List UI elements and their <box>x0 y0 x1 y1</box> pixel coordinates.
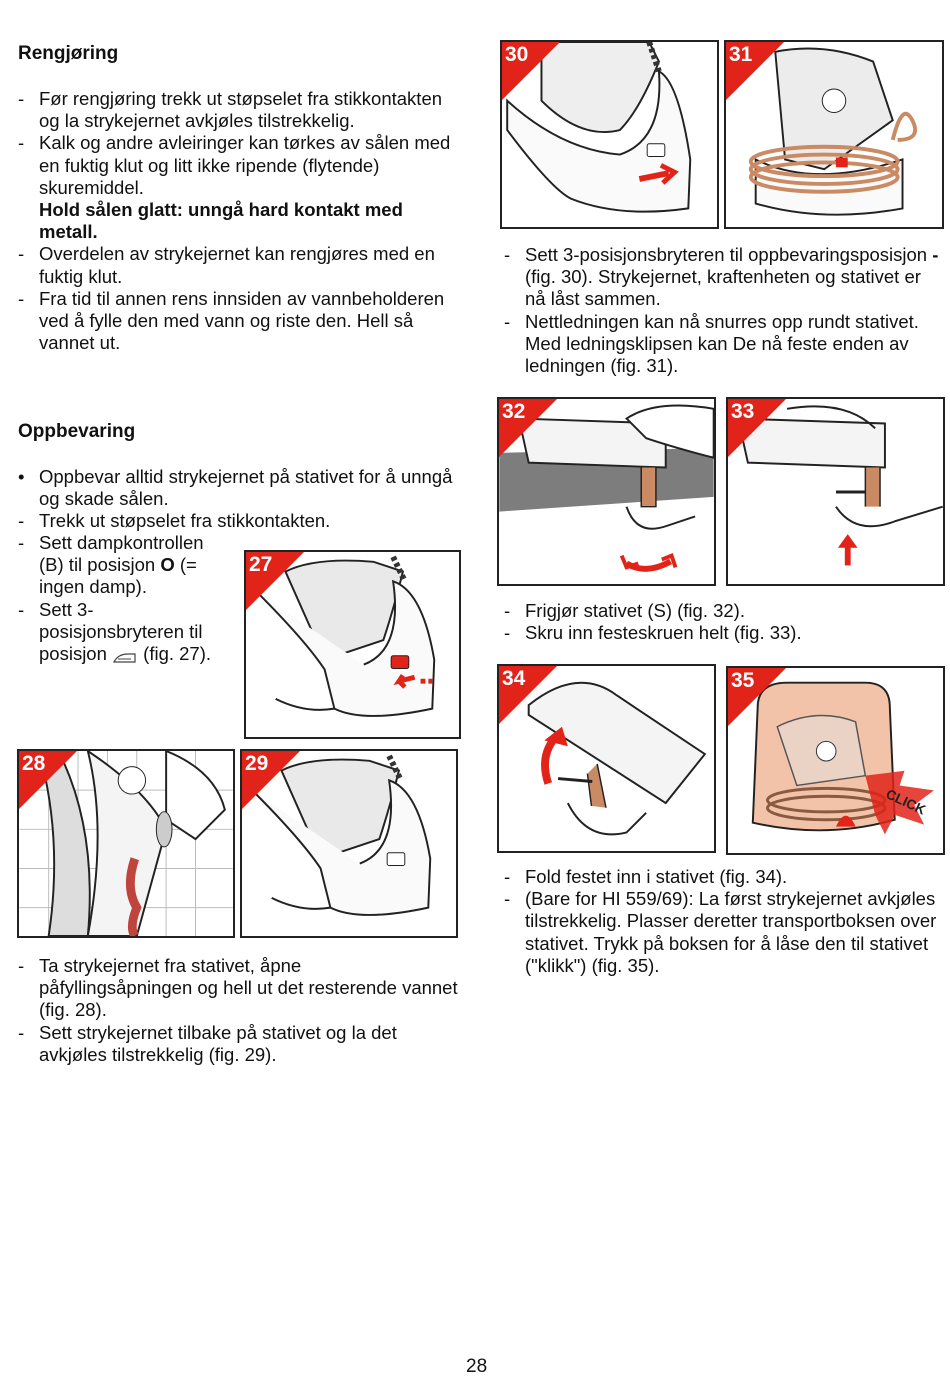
fig32-33-instructions <box>504 600 944 644</box>
figure-number-badge: 30 <box>502 42 560 100</box>
iron-position-icon <box>112 648 138 662</box>
list-item: - Nettledningen kan nå snurres opp rundt stativet. Med ledningsklipsen kan De nå feste enden av ledningen (fig. 31). <box>504 310 919 377</box>
list-item: - Sett 3-posisjonsbryteren til oppbevaringsposisjon - (fig. 30). Strykejernet, kraftenheten og stativet er nå låst sammen. <box>504 244 939 310</box>
warning-text: Hold sålen glatt: unngå hard kontakt med metall. <box>39 199 403 243</box>
list-item: - Sett 3-posisjonsbryteren til posisjon (fig. 27). <box>18 598 212 665</box>
page-number: 28 <box>466 1356 488 1377</box>
figure-30 <box>500 40 719 229</box>
storage-list-narrow <box>18 532 226 665</box>
list-item: - Fold festet inn i stativet (fig. 34). <box>504 866 788 887</box>
cleaning-list <box>18 88 458 354</box>
fig30-31-instructions <box>504 244 944 377</box>
list-item: - (Bare for HI 559/69): La først strykejernet avkjøles tilstrekkelig. Plasser deretter transportboksen over stativet. Trykk på boksen for å låse den til stativet ("klikk") (fig. 35). <box>504 888 937 976</box>
figure-34 <box>497 664 716 853</box>
figure-32 <box>497 397 716 586</box>
cleaning-heading: Rengjøring <box>18 43 119 64</box>
figure-number-badge: 32 <box>499 399 557 457</box>
storage-heading: Oppbevaring <box>18 421 136 442</box>
list-item: - Trekk ut støpselet fra stikkontakten. <box>18 510 331 532</box>
figure-31 <box>724 40 944 229</box>
fig34-35-instructions <box>504 866 944 977</box>
figure-number-badge: 33 <box>728 399 786 457</box>
figure-number-badge: 31 <box>726 42 784 100</box>
list-item: - Skru inn festeskruen helt (fig. 33). <box>504 622 802 644</box>
figure-number-badge: 27 <box>246 552 304 610</box>
list-item: - Sett strykejernet tilbake på stativet og la det avkjøles tilstrekkelig (fig. 29). <box>18 1021 397 1065</box>
figure-35 <box>726 666 945 855</box>
list-item: • Oppbevar alltid strykejernet på stativet for å unngå og skade sålen. <box>18 466 453 510</box>
list-item: - Kalk og andre avleiringer kan tørkes av sålen med en fuktig klut og litt ikke ripende (flytende) skuremiddel. Hold sålen glatt: unngå hard kontakt med metall. <box>18 132 451 243</box>
figure-number-badge: 28 <box>19 751 77 809</box>
figure-number-badge: 29 <box>242 751 300 809</box>
list-item: - Ta strykejernet fra stativet, åpne påfyllingsåpningen og hell ut det resterende vannet (fig. 28). <box>18 955 458 1021</box>
list-item: - Overdelen av strykejernet kan rengjøres med en fuktig klut. <box>18 243 435 287</box>
list-item: - Fra tid til annen rens innsiden av vannbeholderen ved å fylle den med vann og riste den. Hell så vannet ut. <box>18 287 445 354</box>
figure-33 <box>726 397 945 586</box>
list-item: - Sett dampkontrollen (B) til posisjon O (= ingen damp). <box>18 532 204 598</box>
click-label: CLICK <box>883 786 928 818</box>
storage-list <box>18 466 458 533</box>
figure-29 <box>240 749 458 938</box>
fig28-29-instructions <box>18 955 458 1066</box>
figure-number-badge: 35 <box>728 668 786 726</box>
figure-27 <box>244 550 461 739</box>
list-item: - Før rengjøring trekk ut støpselet fra stikkontakten og la strykejernet avkjøles tilstrekkelig. <box>18 88 443 132</box>
figure-28 <box>17 749 235 938</box>
figure-number-badge: 34 <box>499 666 557 724</box>
list-item: - Frigjør stativet (S) (fig. 32). <box>504 600 745 621</box>
